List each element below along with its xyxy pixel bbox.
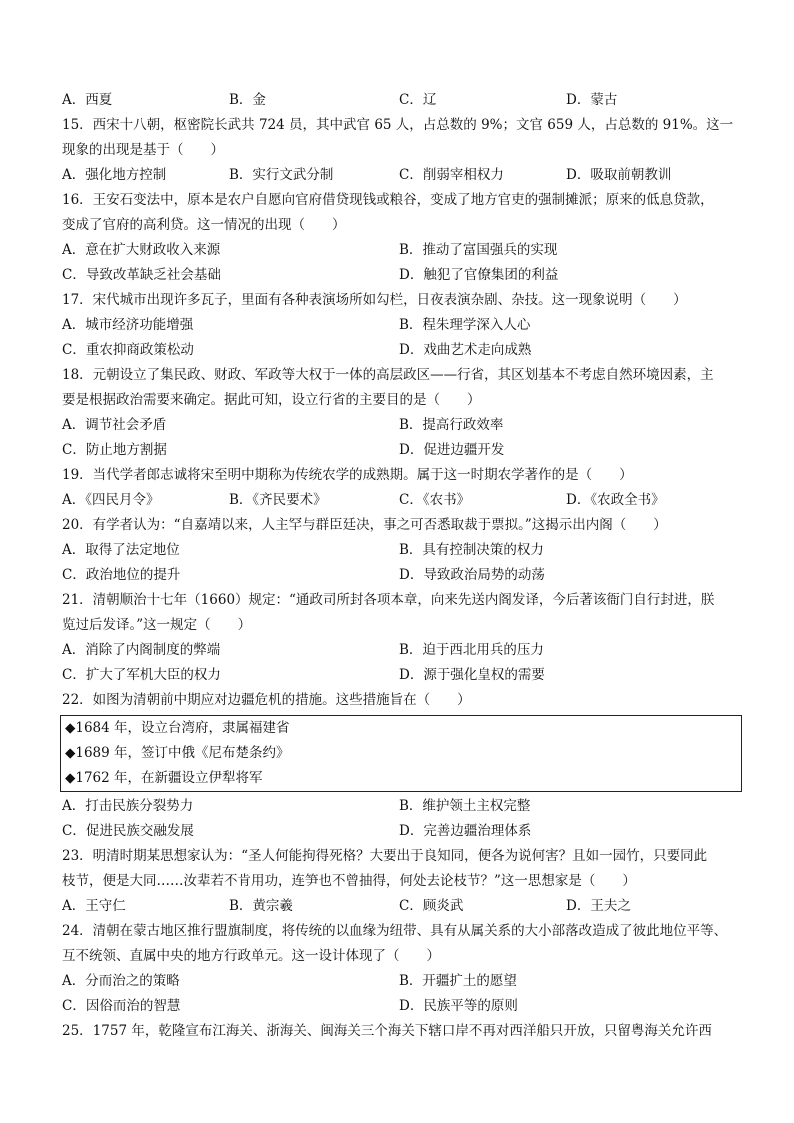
question-options	[62, 338, 740, 363]
question-options	[62, 263, 740, 288]
question-text: 20．有学者认为：“自嘉靖以来，人主罕与群臣廷决，事之可否悉取裁于票拟。”这揭示出内阁（ ）	[62, 517, 667, 533]
option-d: D．导致政治局势的动荡	[399, 567, 545, 583]
question-text: 18．元朝设立了集民政、财政、军政等大权于一体的高层政区——行省，其区划基本不考虑自然环境因素，主	[62, 367, 714, 383]
question-18	[62, 363, 740, 463]
question-options	[62, 313, 740, 338]
option-d: D．《农政全书》	[566, 492, 665, 508]
option-a: A．意在扩大财政收入来源	[62, 242, 221, 258]
option-b: B．维护领土主权完整	[399, 798, 531, 814]
question-text: 15．西宋十八朝，枢密院长武共 724 员，其中武官 65 人，占总数的 9%；文官 659 人，占总数的 91%。这一	[62, 117, 734, 133]
option-b: B．迫于西北用兵的压力	[399, 642, 544, 658]
option-d: D．戏曲艺术走向成熟	[399, 342, 532, 358]
question-options	[62, 413, 740, 438]
question-22	[62, 688, 740, 844]
option-a: A．王守仁	[62, 898, 126, 914]
option-c: C．辽	[399, 92, 437, 108]
option-d: D．民族平等的原则	[399, 998, 518, 1014]
option-a: A．取得了法定地位	[62, 542, 180, 558]
option-c: C．政治地位的提升	[62, 567, 181, 583]
option-c: C．防止地方割据	[62, 442, 167, 458]
question-19	[62, 463, 740, 513]
question-20	[62, 513, 740, 588]
question-options	[62, 438, 740, 463]
option-d: D．王夫之	[566, 898, 631, 914]
question-text: 现象的出现是基于（ ）	[62, 142, 224, 158]
option-a: A．消除了内阁制度的弊端	[62, 642, 221, 658]
option-a: A．打击民族分裂势力	[62, 798, 194, 814]
option-c: C．顾炎武	[399, 898, 464, 914]
question-24	[62, 919, 740, 1019]
option-b: B．具有控制决策的权力	[399, 542, 544, 558]
question-25	[62, 1019, 740, 1044]
question-text: 览过后发译。”这一规定（ ）	[62, 617, 252, 633]
measures-box	[60, 715, 742, 792]
question-text: 25．1757 年，乾隆宣布江海关、浙海关、闽海关三个海关下辖口岸不再对西洋船只开放，只留粤海关允许西	[62, 1023, 712, 1039]
option-a: A．城市经济功能增强	[62, 317, 194, 333]
question-options	[62, 563, 740, 588]
question-text: 22．如图为清朝前中期应对边疆危机的措施。这些措施旨在（ ）	[62, 692, 471, 708]
question-text: 要是根据政治需要来确定。据此可知，设立行省的主要目的是（ ）	[62, 392, 481, 408]
question-options	[62, 819, 740, 844]
option-b: B．提高行政效率	[399, 417, 504, 433]
option-a: A．分而治之的策略	[62, 973, 180, 989]
question-text: 16．王安石变法中，原本是农户自愿向官府借贷现钱或粮谷，变成了地方官吏的强制摊派；原来的低息贷款，	[62, 192, 714, 208]
question-21	[62, 588, 740, 688]
question-16	[62, 188, 740, 288]
question-options	[62, 894, 740, 919]
exam-page	[62, 88, 740, 1044]
option-b: B．程朱理学深入人心	[399, 317, 531, 333]
question-text: 23．明清时期某思想家认为：“圣人何能拘得死格？大要出于良知同，便各为说何害？且如一园竹，只要同此	[62, 848, 708, 864]
option-d: D．吸取前朝教训	[566, 167, 672, 183]
option-c: C．促进民族交融发展	[62, 823, 194, 839]
question-text: 互不统领、直属中央的地方行政单元。这一设计体现了（ ）	[62, 948, 440, 964]
question-text: 19．当代学者郎志诚将宋至明中期称为传统农学的成熟期。属于这一时期农学著作的是（ ）	[62, 467, 633, 483]
question-options	[62, 163, 740, 188]
question-text: 21．清朝顺治十七年（1660）规定：“通政司所封各项本章，向来先送内阁发译，今后著该衙门自行封进，朕	[62, 592, 715, 608]
option-c: C．扩大了军机大臣的权力	[62, 667, 221, 683]
option-d: D．促进边疆开发	[399, 442, 505, 458]
option-a: A．强化地方控制	[62, 167, 167, 183]
option-b: B．黄宗羲	[229, 898, 293, 914]
option-c: C．重农抑商政策松动	[62, 342, 194, 358]
option-b: B．《齐民要术》	[229, 492, 327, 508]
question-options	[62, 238, 740, 263]
question-text: 17．宋代城市出现许多瓦子，里面有各种表演场所如勾栏，日夜表演杂剧、杂技。这一现象说明（ ）	[62, 292, 687, 308]
question-options	[62, 488, 740, 513]
question-options	[62, 969, 740, 994]
measure-item: ◆1762 年，在新疆设立伊犁将军	[65, 770, 263, 786]
question-text: 变成了官府的高利贷。这一情况的出现（ ）	[62, 217, 346, 233]
option-b: B．金	[229, 92, 266, 108]
measure-item: ◆1689 年，签订中俄《尼布楚条约》	[65, 745, 290, 761]
option-a: A．调节社会矛盾	[62, 417, 167, 433]
measure-item: ◆1684 年，设立台湾府，隶属福建省	[65, 720, 290, 736]
question-17	[62, 288, 740, 363]
option-c: C．因俗而治的智慧	[62, 998, 181, 1014]
option-a: A．西夏	[62, 92, 113, 108]
question-options	[62, 638, 740, 663]
option-d: D．蒙古	[566, 92, 618, 108]
option-b: B．实行文武分制	[229, 167, 334, 183]
option-c: C．导致改革缺乏社会基础	[62, 267, 221, 283]
option-d: D．触犯了官僚集团的利益	[399, 267, 559, 283]
question-text: 枝节，便是大同……汝辈若不肯用功，连笋也不曾抽得，何处去论枝节？”这一思想家是（ ）	[62, 873, 636, 889]
question-15	[62, 113, 740, 188]
question-text: 24．清朝在蒙古地区推行盟旗制度，将传统的以血缘为纽带、具有从属关系的大小部落改造成了彼此地位平等、	[62, 923, 728, 939]
option-d: D．源于强化皇权的需要	[399, 667, 545, 683]
option-b: B．推动了富国强兵的实现	[399, 242, 558, 258]
question-options	[62, 794, 740, 819]
option-b: B．开疆扩土的愿望	[399, 973, 517, 989]
question-14-options	[62, 88, 740, 113]
question-options	[62, 663, 740, 688]
question-23	[62, 844, 740, 919]
option-a: A．《四民月令》	[62, 492, 160, 508]
option-d: D．完善边疆治理体系	[399, 823, 532, 839]
question-options	[62, 538, 740, 563]
option-c: C．《农书》	[399, 492, 471, 508]
option-c: C．削弱宰相权力	[399, 167, 504, 183]
question-options	[62, 994, 740, 1019]
